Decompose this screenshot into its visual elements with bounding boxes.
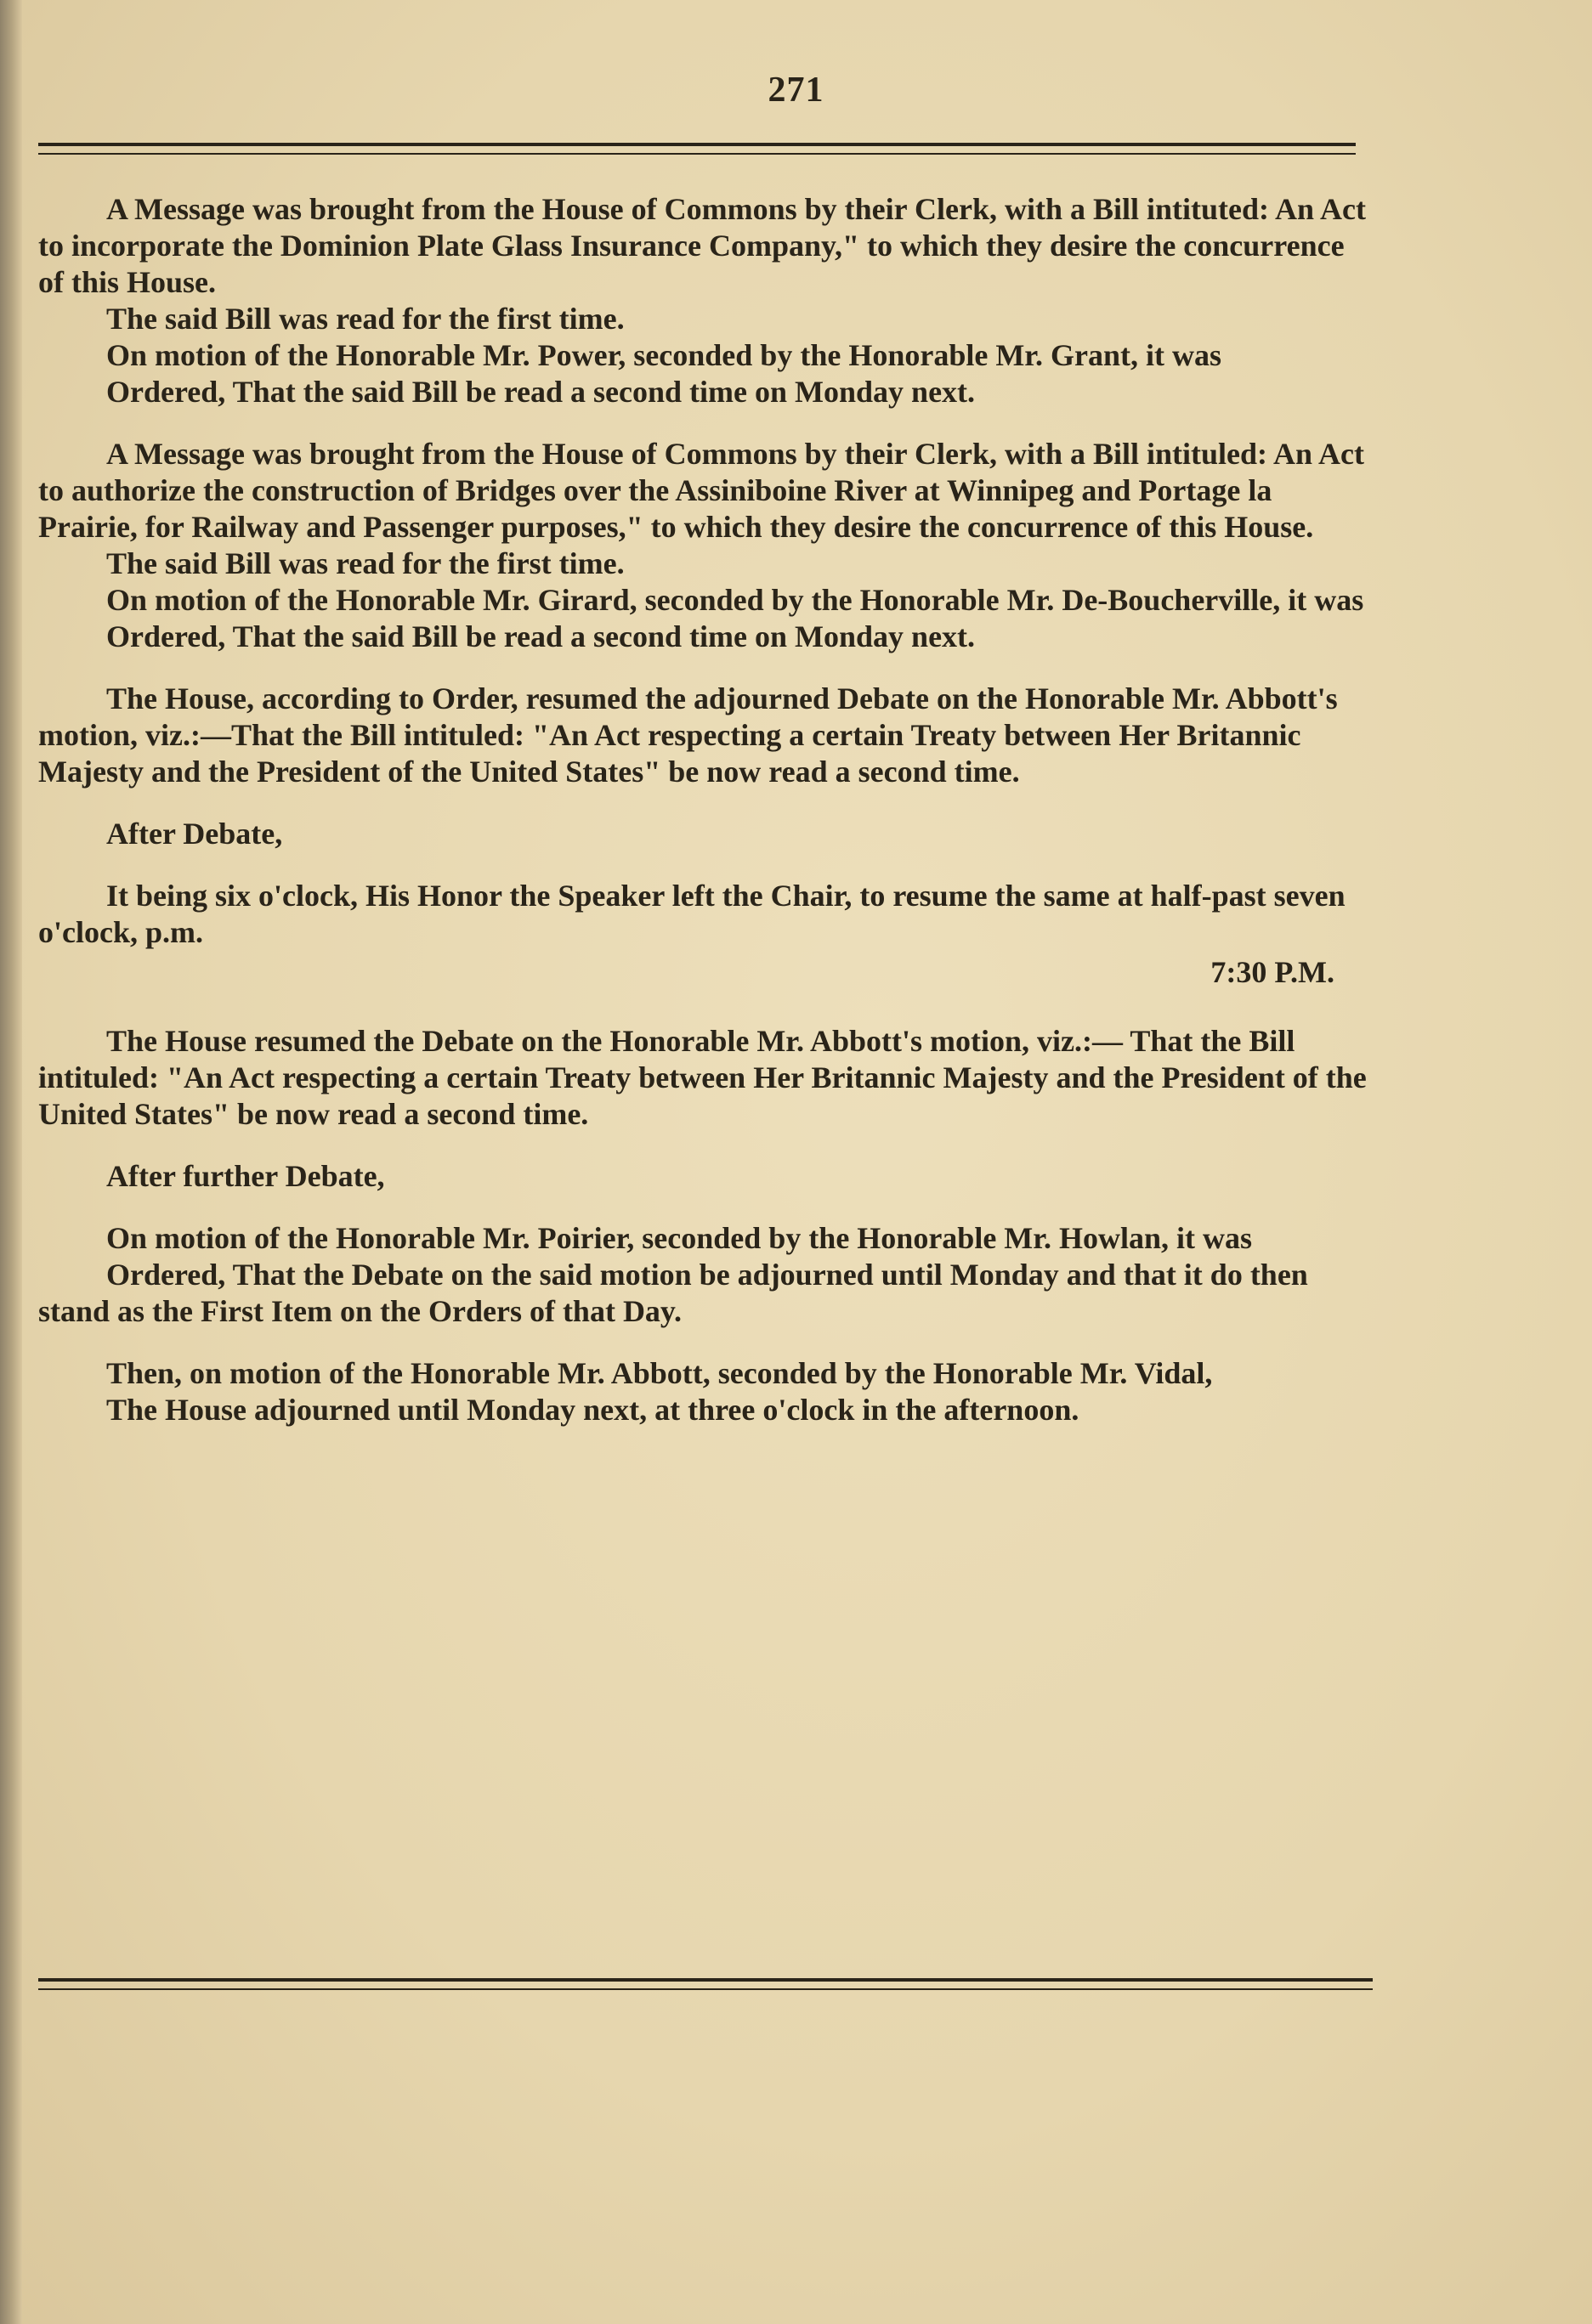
paragraph-after-further-debate: After further Debate, [106,1159,385,1193]
footer-rule-top [38,1978,1373,1982]
paragraph-message-plate-glass: A Message was brought from the House of Commons by their Clerk, with a Bill intituted: An Act to incorporate the Dominion Plate Glass Insurance Company," to which they desire the concurrence of this House. [38,192,1367,299]
header-rule-bottom [38,153,1356,155]
time-marker: 7:30 P.M. [1210,955,1334,989]
page-number: 271 [768,71,824,110]
paragraph-message-bridges: A Message was brought from the House of Commons by their Clerk, with a Bill intituled: An Act to authorize the construction of Bridges over the Assiniboine River at Winnipeg and Portage la Prairie, for Railway and Passenger purposes," to which they desire the concurrence of this House. [38,437,1365,544]
paragraph-motion-poirier: On motion of the Honorable Mr. Poirier, seconded by the Honorable Mr. Howlan, it was [106,1221,1252,1255]
paragraph-after-debate: After Debate, [106,817,283,851]
paragraph-motion-abbott: Then, on motion of the Honorable Mr. Abbott, seconded by the Honorable Mr. Vidal, [106,1356,1213,1390]
footer-rule-bottom [38,1988,1373,1990]
paragraph-house-adjourned: The House adjourned until Monday next, at three o'clock in the afternoon. [106,1393,1079,1427]
paragraph-ordered-2: Ordered, That the said Bill be read a second time on Monday next. [106,619,976,653]
paragraph-resumed-debate-evening: The House resumed the Debate on the Honorable Mr. Abbott's motion, viz.:— That the Bill intituled: "An Act respecting a certain Treaty between Her Britannic Majesty and the President of the United States" be now read a second time. [38,1024,1367,1131]
header-rule-top [38,143,1356,146]
paragraph-first-reading-1: The said Bill was read for the first time. [106,302,625,336]
paragraph-motion-girard: On motion of the Honorable Mr. Girard, seconded by the Honorable Mr. De-Boucherville, it was [106,583,1364,617]
paragraph-six-oclock: It being six o'clock, His Honor the Speaker left the Chair, to resume the same at half-past seven o'clock, p.m. [38,879,1346,949]
paragraph-motion-power: On motion of the Honorable Mr. Power, seconded by the Honorable Mr. Grant, it was [106,338,1221,372]
paragraph-ordered-adjourn-debate: Ordered, That the Debate on the said motion be adjourned until Monday and that it do then stand as the First Item on the Orders of that Day. [38,1258,1308,1328]
paragraph-resumed-debate: The House, according to Order, resumed the adjourned Debate on the Honorable Mr. Abbott's motion, viz.:—That the Bill intituled: "An Act respecting a certain Treaty between Her Britannic Majesty and the President of the United States" be now read a second time. [38,681,1338,789]
paragraph-first-reading-2: The said Bill was read for the first time. [106,546,625,580]
minutes-body [38,191,1373,1428]
paragraph-ordered-1: Ordered, That the said Bill be read a second time on Monday next. [106,375,976,409]
binding-gutter [0,0,22,2324]
